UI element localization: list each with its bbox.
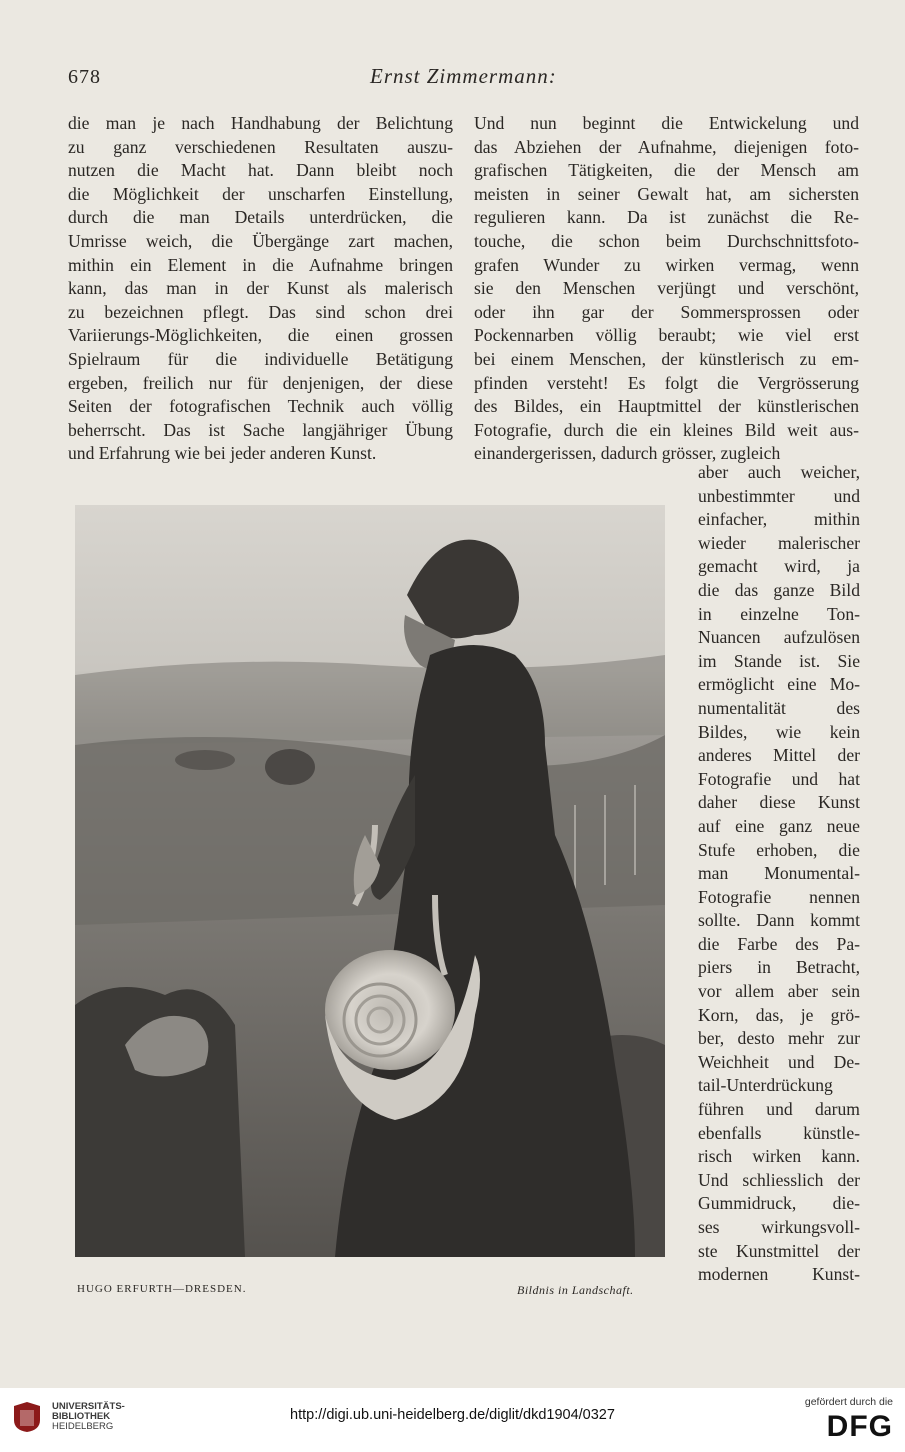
text-line: kann, das man in der Kunst als malerisch	[68, 278, 453, 299]
text-line: einandergerissen, dadurch grösser, zugleich	[474, 443, 781, 464]
text-line: bei einem Menschen, der künstlerisch zu em-	[474, 348, 859, 369]
page-number: 678	[68, 66, 101, 88]
text-line: tail-Unterdrückung	[698, 1075, 833, 1096]
text-line: durch die man Details unterdrücken, die	[68, 207, 453, 228]
text-line: auf eine ganz neue	[698, 815, 860, 836]
text-line: anderes Mittel der	[698, 745, 860, 766]
text-line: sie den Menschen verjüngt und verschönt,	[474, 278, 859, 299]
text-line: beherrscht. Das ist Sache langjähriger Übung	[68, 419, 453, 440]
text-line: regulieren kann. Da ist zunächst die Re-	[474, 207, 859, 228]
text-line: Und nun beginnt die Entwickelung und	[474, 113, 859, 133]
text-line: im Stande ist. Sie	[698, 650, 860, 671]
text-line: Seiten der fotografischen Technik auch völlig	[68, 396, 453, 417]
text-line: grafischen Tätigkeiten, die der Mensch am	[474, 160, 859, 181]
text-line: Und schliesslich der	[698, 1169, 860, 1190]
text-line: pfinden versteht! Es folgt die Vergrösserung	[474, 372, 859, 393]
text-line: einfacher, mithin	[698, 509, 860, 530]
logo-line-2: BIBLIOTHEK	[52, 1411, 111, 1422]
text-line: Umrisse weich, die Übergänge zart machen,	[68, 230, 453, 251]
text-line: grafen Wunder zu wirken vermag, wenn	[474, 254, 859, 275]
text-line: die Farbe des Pa-	[698, 933, 860, 954]
text-line: Bildes, wie kein	[698, 721, 860, 742]
dfg-logo: DFG	[826, 1410, 893, 1443]
text-line: meisten in seiner Gewalt hat, am sichersten	[474, 183, 859, 204]
text-line: sollte. Dann kommt	[698, 910, 860, 931]
funded-by-label: gefördert durch die	[804, 1396, 893, 1408]
text-line: ses wirkungsvoll-	[698, 1217, 860, 1237]
text-line: des Bildes, ein Hauptmittel der künstlerischen	[474, 396, 859, 417]
text-line: zu bezeichnen pflegt. Das sind schon drei	[68, 301, 453, 322]
logo-line-3: HEIDELBERG	[52, 1421, 114, 1432]
text-line: Stufe erhoben, die	[698, 839, 860, 860]
text-line: touche, die schon beim Durchschnittsfoto-	[474, 230, 859, 251]
text-line: und Erfahrung wie bei jeder anderen Kunst.	[68, 443, 377, 464]
photo-title: Bildnis in Landschaft.	[517, 1283, 634, 1297]
text-line: ermöglicht eine Mo-	[698, 674, 860, 695]
text-line: unbestimmter und	[698, 485, 860, 506]
text-line: Nuancen aufzulösen	[698, 627, 860, 648]
text-line: Spielraum für die individuelle Betätigung	[68, 348, 453, 369]
text-line: numentalität des	[698, 697, 860, 718]
permalink-url[interactable]: http://digi.ub.uni-heidelberg.de/diglit/dkd1904/0327	[290, 1407, 615, 1423]
text-line: Weichheit und De-	[698, 1051, 860, 1072]
text-line: nutzen die Macht hat. Dann bleibt noch	[68, 160, 453, 181]
text-line: die Möglichkeit der unscharfen Einstellung,	[68, 183, 453, 204]
text-line: Pockennarben völlig beraubt; wie viel erst	[474, 325, 859, 346]
text-line: Gummidruck, die-	[698, 1193, 860, 1214]
photo-credit: HUGO ERFURTH—DRESDEN.	[77, 1283, 247, 1295]
page-header	[0, 62, 905, 92]
digitization-footer	[0, 1388, 905, 1452]
text-line: man Monumental-	[698, 863, 860, 884]
text-line: vor allem aber sein	[698, 981, 860, 1002]
text-line: in einzelne Ton-	[698, 603, 860, 624]
text-line: die man je nach Handhabung der Belichtung	[68, 113, 453, 133]
text-line: ebenfalls künstle-	[698, 1122, 860, 1143]
text-line: führen und darum	[698, 1099, 860, 1120]
text-line: ber, desto mehr zur	[698, 1028, 860, 1049]
photograph-illustration	[75, 505, 665, 1257]
portrait-photograph	[75, 505, 665, 1257]
text-line: das Abziehen der Aufnahme, diejenigen foto-	[474, 136, 859, 157]
text-line: risch wirken kann.	[698, 1146, 860, 1167]
text-line: Fotografie, durch die ein kleines Bild weit aus-	[474, 419, 859, 440]
logo-line-1: UNIVERSITÄTS-	[52, 1401, 125, 1412]
text-line: daher diese Kunst	[698, 792, 860, 813]
text-line: Fotografie und hat	[698, 768, 860, 789]
text-line: ergeben, freilich nur für denjenigen, der diese	[68, 372, 453, 393]
left-text-column	[68, 112, 453, 466]
text-line: zu ganz verschiedenen Resultaten auszu-	[68, 136, 453, 157]
text-line: ste Kunstmittel der	[698, 1240, 860, 1261]
text-line: wieder malerischer	[698, 532, 860, 553]
text-line: Variierungs-Möglichkeiten, die einen grossen	[68, 325, 453, 346]
text-line: modernen Kunst-	[698, 1264, 860, 1285]
running-title: Ernst Zimmermann:	[370, 64, 557, 88]
text-line: piers in Betracht,	[698, 957, 860, 978]
text-line: aber auch weicher,	[698, 462, 860, 482]
text-line: gemacht wird, ja	[698, 556, 860, 577]
narrow-text-column	[698, 461, 860, 1287]
text-line: Korn, das, je grö-	[698, 1004, 860, 1025]
text-line: die das ganze Bild	[698, 579, 860, 600]
text-line: mithin ein Element in die Aufnahme bringen	[68, 254, 453, 275]
text-line: oder ihn gar der Sommersprossen oder	[474, 301, 859, 322]
text-line: Fotografie nennen	[698, 886, 860, 907]
right-text-column	[474, 112, 859, 466]
